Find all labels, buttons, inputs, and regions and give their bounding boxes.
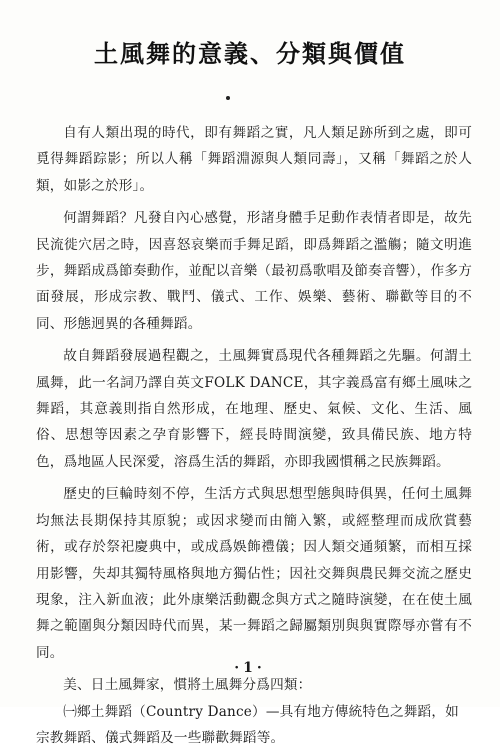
- paragraph-4: 歷史的巨輪時刻不停，生活方式與思想型態與時俱異，任何土風舞均無法長期保持其原貌；或因求變而由簡入繁，或經整理而成欣賞藝術，或存於祭祀慶典中，或成爲娛飾禮儀；因人類交通頻繁，而相互採用影響，失却其獨特風格與地方獨佔性；因社交舞與農民舞交流之歷史現象，注入新血液；此外康樂活動觀念與方式之隨時演變，在在使土風舞之範圍與分類因時代而異，某一舞蹈之歸屬類別與與實際辱亦嘗有不同。: [36, 486, 472, 661]
- paragraph-3: 故自舞蹈發展過程觀之，土風舞實爲現代各種舞蹈之先驅。何謂土風舞，此一名詞乃譯自英文FOLK DANCE，其字義爲富有鄉土風味之舞蹈，其意義則指自然形成，在地理、歷史、氣候、文化、生活、風俗、思想等因素之孕育影響下，經長時間演變，致具備民族、地方特色，爲地區人民深愛，溶爲生活的舞蹈，亦即我國慣稱之民族舞蹈。: [36, 348, 472, 470]
- list-item-line-2: 宗教舞蹈、儀式舞蹈及一些聯歡舞蹈等。: [36, 729, 285, 746]
- paragraph-5: 美、日土風舞家，慣將土風舞分爲四類：: [63, 677, 312, 694]
- paragraph-1: 自有人類出現的時代，即有舞蹈之實，凡人類足跡所到之處，即可覓得舞蹈踪影；所以人稱「舞蹈淵源與人類同壽」，又稱「舞蹈之於人類，如影之於形」。: [36, 125, 472, 194]
- list-item-line-1: ㈠鄉土舞蹈（Country Dance）—具有地方傳統特色之舞蹈，如: [63, 703, 459, 720]
- paragraph-2: 何謂舞蹈？凡發自內心感覺，形諸身體手足動作表情者即是，故先民流徙穴居之時，因喜怒哀樂而手舞足蹈，即爲舞蹈之濫觴；隨文明進步，舞蹈成爲節奏動作，並配以音樂（最初爲歌唱及節奏音響），作多方面發展，形成宗教、戰鬥、儀式、工作、娛樂、藝術、聯歡等目的不同、形態迥異的各種舞蹈。: [36, 210, 472, 332]
- page-title: 土風舞的意義、分類與價值: [94, 39, 406, 68]
- page-number: ·1·: [234, 660, 266, 676]
- decorative-dot: [226, 96, 230, 100]
- body-text: [36, 120, 472, 751]
